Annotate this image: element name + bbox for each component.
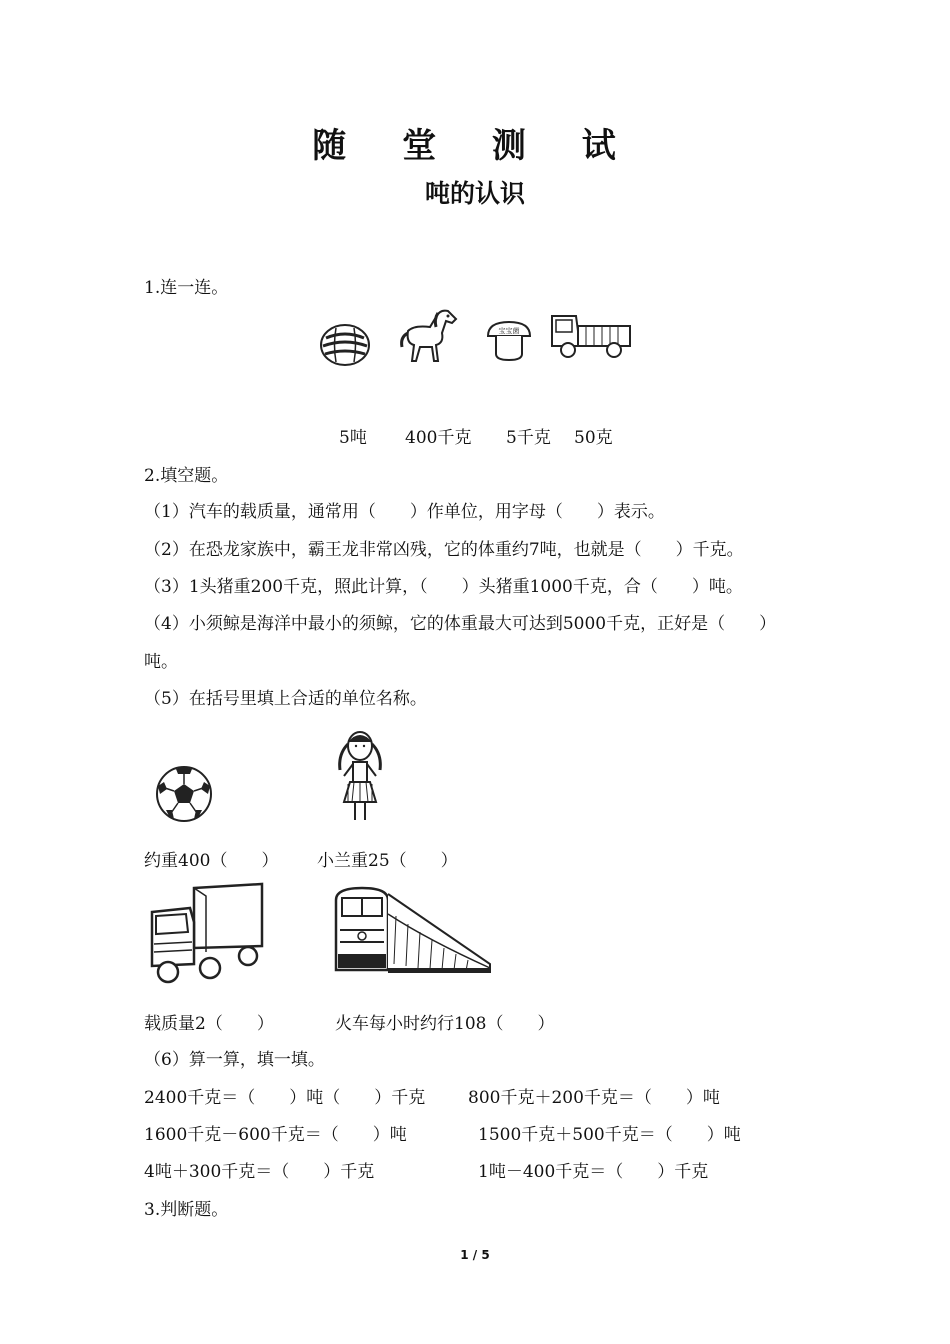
- watermelon-image: [318, 322, 372, 368]
- q2-item-2: （2）在恐龙家族中，霸王龙非常凶残，它的体重约7吨，也就是（ ）千克。: [144, 540, 744, 560]
- q3-heading: 3.判断题。: [144, 1200, 229, 1220]
- box-truck-image: [144, 882, 266, 986]
- q2-heading: 2.填空题。: [144, 466, 229, 486]
- q1-option-4: 50克: [574, 428, 613, 448]
- q1-option-2: 400千克: [405, 428, 472, 448]
- page-subtitle: 吨的认识: [424, 179, 525, 208]
- unit-girl-text: 小兰重25（ ）: [317, 851, 458, 871]
- calc-row3-left: 4吨＋300千克＝（ ）千克: [144, 1162, 375, 1182]
- pickup-truck-image: [548, 306, 634, 362]
- girl-image: [330, 724, 390, 824]
- q2-item-4: （4）小须鲸是海洋中最小的须鲸，它的体重最大可达到5000千克，正好是（ ）: [144, 614, 777, 634]
- q2-item-4-cont: 吨。: [144, 652, 178, 672]
- q1-heading: 1.连一连。: [144, 278, 229, 298]
- page-title: 随 堂 测 试: [312, 126, 638, 166]
- page-number: 1 / 5: [460, 1248, 490, 1262]
- train-image: [332, 884, 494, 980]
- mushroom-label: 宝宝菌: [498, 327, 520, 335]
- calc-row2-left: 1600千克－600千克＝（ ）吨: [144, 1125, 407, 1145]
- q2-item-3: （3）1头猪重200千克，照此计算，（ ）头猪重1000千克，合（ ）吨。: [144, 577, 743, 597]
- calc-row2-right: 1500千克＋500千克＝（ ）吨: [478, 1125, 741, 1145]
- q2-calc-heading: （6）算一算，填一填。: [144, 1050, 325, 1070]
- calc-row1-left: 2400千克＝（ ）吨（ ）千克: [144, 1088, 426, 1108]
- q1-option-3: 5千克: [506, 428, 551, 448]
- unit-train-text: 火车每小时约行108（ ）: [335, 1014, 555, 1034]
- horse-image: [394, 303, 460, 367]
- q2-item-1: （1）汽车的载质量，通常用（ ）作单位，用字母（ ）表示。: [144, 502, 665, 522]
- unit-ball-text: 约重400（ ）: [144, 851, 279, 871]
- q1-option-1: 5吨: [339, 428, 367, 448]
- mushroom-image: [484, 318, 534, 362]
- q2-item-5: （5）在括号里填上合适的单位名称。: [144, 689, 427, 709]
- calc-row1-right: 800千克＋200千克＝（ ）吨: [468, 1088, 720, 1108]
- soccer-ball-image: [154, 764, 214, 824]
- calc-row3-right: 1吨－400千克＝（ ）千克: [478, 1162, 709, 1182]
- unit-truck-text: 载质量2（ ）: [144, 1014, 274, 1034]
